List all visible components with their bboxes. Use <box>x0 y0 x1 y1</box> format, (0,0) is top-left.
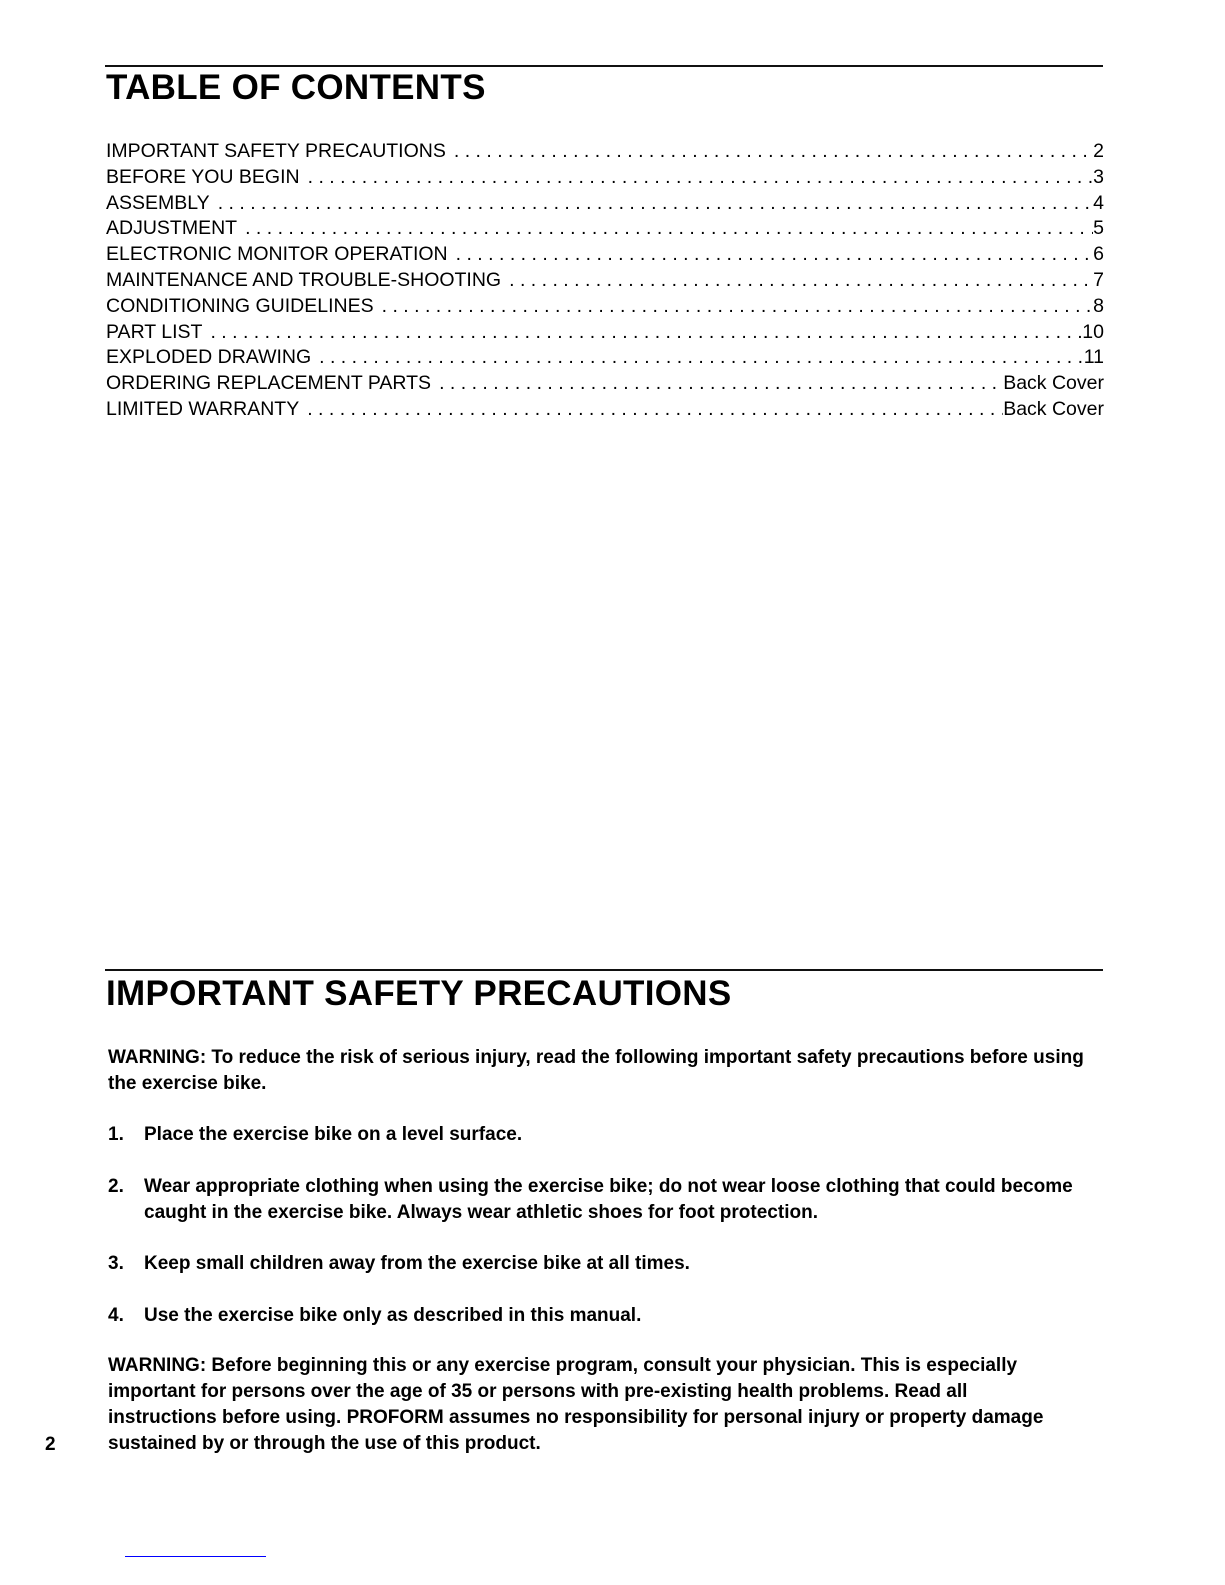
dot-leader <box>307 398 1003 421</box>
toc-top-rule <box>105 65 1103 67</box>
dot-leader <box>308 166 1094 189</box>
toc-entry-label: EXPLODED DRAWING <box>106 346 312 369</box>
toc-entry-page: 5 <box>1093 217 1104 240</box>
page-number: 2 <box>45 1434 56 1455</box>
item-number: 1. <box>108 1124 124 1145</box>
dot-leader <box>245 217 1093 240</box>
toc-entry[interactable] <box>106 398 1104 424</box>
safety-item <box>108 1174 1088 1226</box>
toc-entry[interactable] <box>106 217 1104 243</box>
safety-title: IMPORTANT SAFETY PRECAUTIONS <box>106 974 732 1013</box>
toc-entry-page: 7 <box>1093 268 1104 291</box>
dot-leader <box>319 346 1084 369</box>
toc-entry-page: Back Cover <box>1003 397 1104 420</box>
toc-entry-label: MAINTENANCE AND TROUBLE-SHOOTING <box>106 268 502 291</box>
safety-warning-physician: WARNING: Before beginning this or any exercise program, consult your physician. This is especially important for persons over the age of 35 or persons with pre-existing health problems. Read all instructions before using. PROFORM assumes no responsibility for personal injury or property damage sustained by or through the use of this product. <box>108 1355 1044 1454</box>
safety-top-rule <box>105 969 1103 971</box>
dot-leader <box>382 295 1094 318</box>
toc-entry-label: ADJUSTMENT <box>106 217 238 240</box>
toc-entry[interactable] <box>106 321 1104 347</box>
toc-entry-label: ASSEMBLY <box>106 191 210 214</box>
toc-entry-label: CONDITIONING GUIDELINES <box>106 294 374 317</box>
toc-entry-page: 3 <box>1093 165 1104 188</box>
toc-entry[interactable] <box>106 166 1104 192</box>
toc-title: TABLE OF CONTENTS <box>106 68 486 107</box>
safety-item <box>108 1122 1088 1148</box>
table-of-contents <box>106 140 1104 424</box>
safety-item <box>108 1251 1088 1277</box>
dot-leader <box>439 372 1003 395</box>
toc-entry[interactable] <box>106 192 1104 218</box>
dot-leader <box>210 321 1082 344</box>
safety-item <box>108 1303 1088 1329</box>
dot-leader <box>218 192 1093 215</box>
toc-entry[interactable] <box>106 269 1104 295</box>
dot-leader <box>509 269 1093 292</box>
toc-entry-label: IMPORTANT SAFETY PRECAUTIONS <box>106 140 446 162</box>
item-number: 4. <box>108 1305 124 1326</box>
toc-entry[interactable] <box>106 243 1104 269</box>
item-text: Keep small children away from the exercise bike at all times. <box>144 1253 690 1274</box>
toc-entry-label: LIMITED WARRANTY <box>106 397 300 420</box>
toc-entry-label: BEFORE YOU BEGIN <box>106 165 300 188</box>
toc-entry-page: 8 <box>1093 294 1104 317</box>
toc-entry-page: 10 <box>1082 320 1104 343</box>
toc-entry-page: 2 <box>1093 140 1104 162</box>
safety-warning-intro: WARNING: To reduce the risk of serious injury, read the following important safety precautions before using the exercise bike. <box>108 1047 1084 1094</box>
item-text: Wear appropriate clothing when using the exercise bike; do not wear loose clothing that could become caught in the exercise bike. Always wear athletic shoes for foot protection. <box>144 1176 1073 1223</box>
toc-entry[interactable] <box>106 295 1104 321</box>
item-text: Place the exercise bike on a level surface. <box>144 1124 523 1145</box>
toc-entry-page: 4 <box>1093 191 1104 214</box>
toc-entry-label: ELECTRONIC MONITOR OPERATION <box>106 243 448 266</box>
toc-entry[interactable] <box>106 140 1104 166</box>
item-number: 3. <box>108 1253 124 1274</box>
link-underline <box>125 1556 266 1557</box>
item-number: 2. <box>108 1176 124 1197</box>
toc-entry-page: 11 <box>1083 346 1104 369</box>
toc-entry-label: PART LIST <box>106 320 203 343</box>
toc-entry-page: Back Cover <box>1003 372 1104 395</box>
dot-leader <box>454 140 1093 163</box>
item-text: Use the exercise bike only as described in this manual. <box>144 1305 642 1326</box>
toc-entry-label: ORDERING REPLACEMENT PARTS <box>106 372 432 395</box>
toc-entry[interactable] <box>106 372 1104 398</box>
dot-leader <box>456 243 1094 266</box>
toc-entry[interactable] <box>106 346 1104 372</box>
toc-entry-page: 6 <box>1093 243 1104 266</box>
